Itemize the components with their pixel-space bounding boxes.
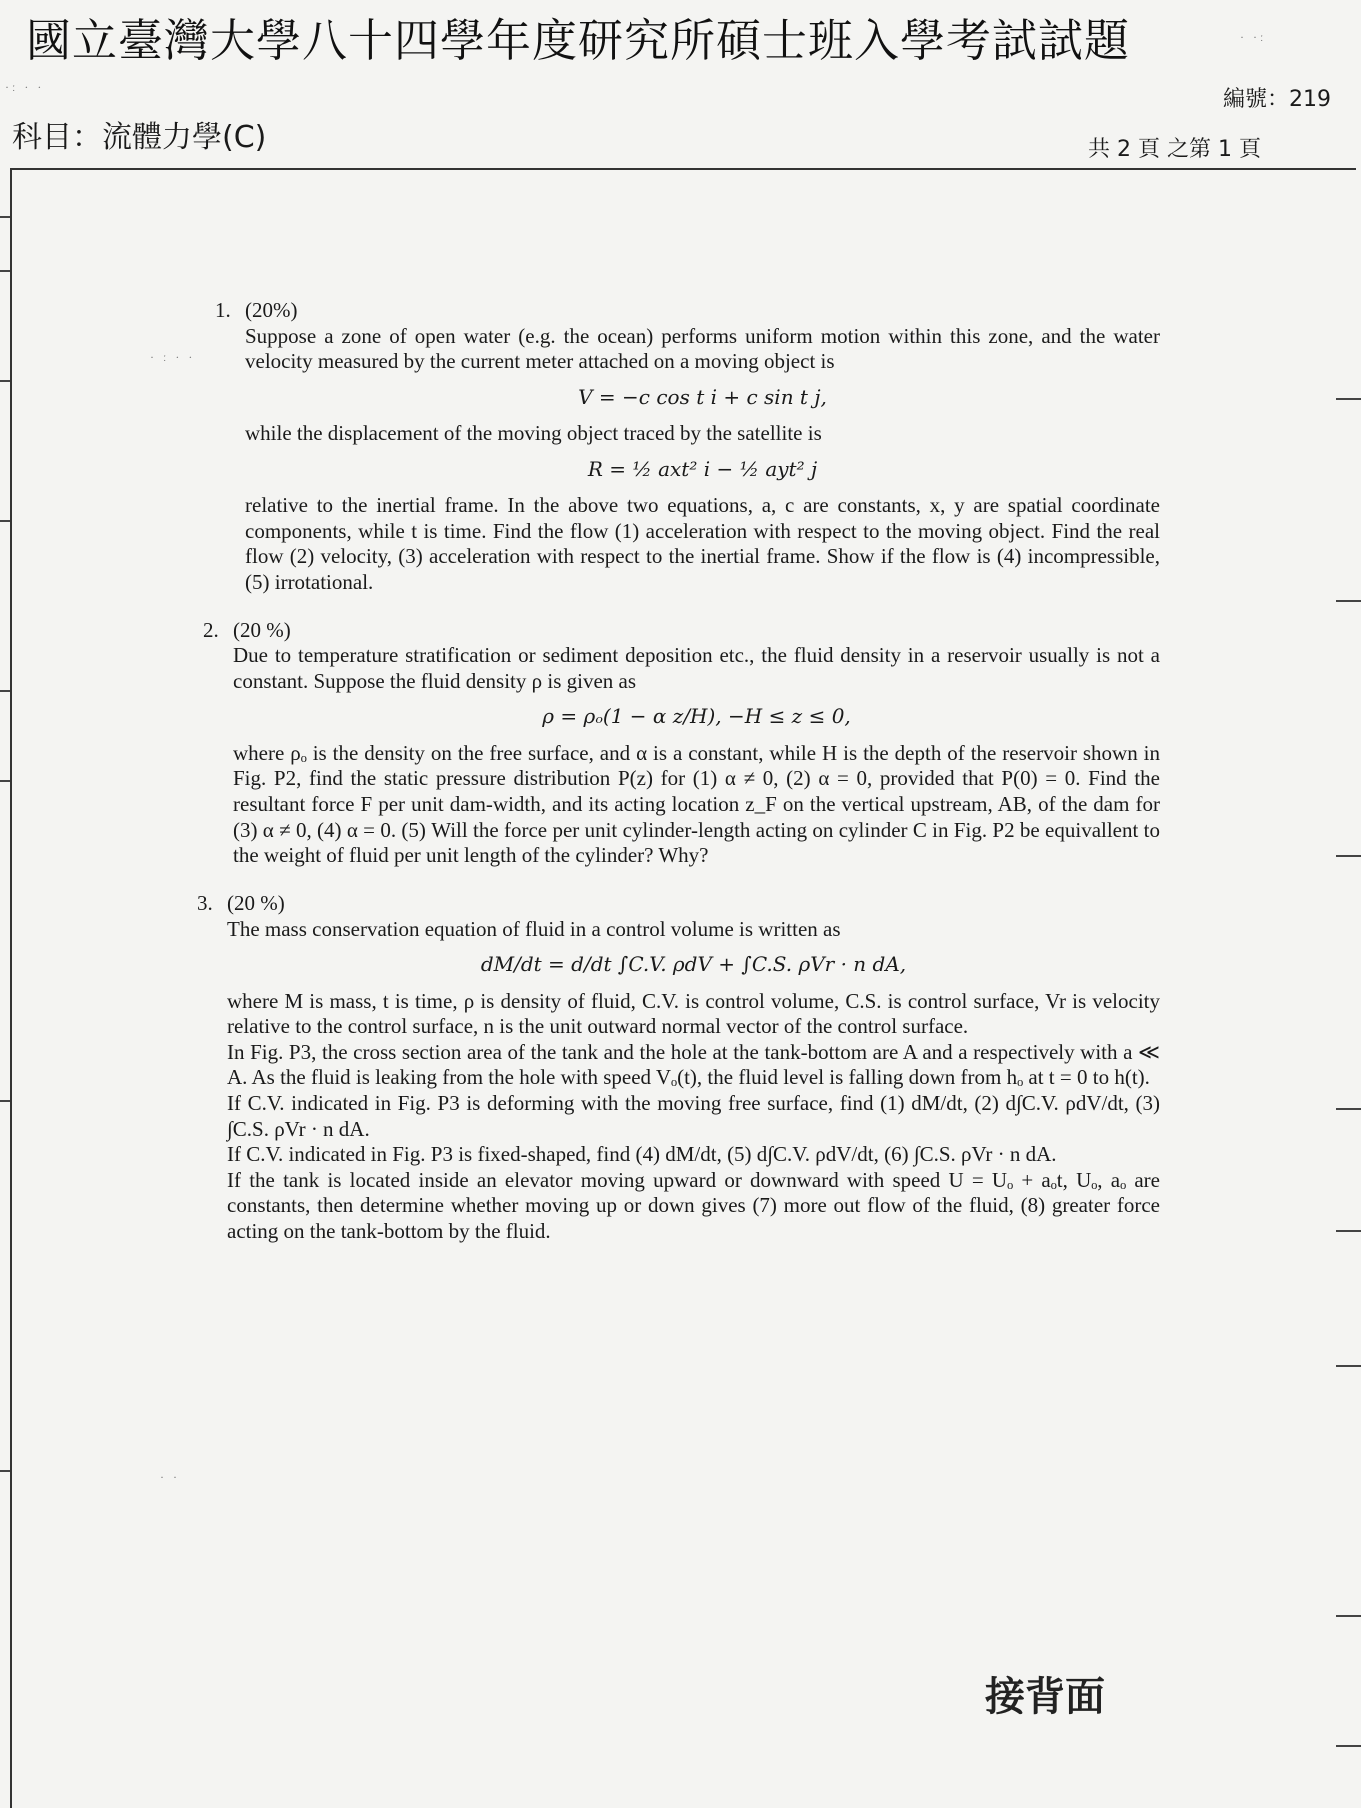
displacement-equation: R = ½ axt² i − ½ ayt² j (587, 456, 818, 481)
margin-tick (0, 270, 10, 272)
problem-2 (203, 617, 1160, 869)
continue-on-back-note: 接背面 (985, 1673, 1105, 1720)
problem-text: Due to temperature stratification or sediment deposition etc., the fluid density in a reservoir usually is not a constant. Suppose the fluid density ρ is given as (233, 643, 1160, 693)
problem-text: In Fig. P3, the cross section area of the tank and the hole at the tank-bottom are A and a respectively with a ≪ A. As the fluid is leaking from the hole with speed Vₒ(t), the fluid level is falling down from hₒ at t = 0 to h(t). (227, 1039, 1160, 1090)
margin-tick (1336, 398, 1361, 400)
problem-text: while the displacement of the moving object traced by the satellite is (245, 421, 822, 446)
problem-text: If C.V. indicated in Fig. P3 is fixed-shaped, find (4) dM/dt, (5) d∫C.V. ρdV/dt, (6) ∫C.S. ρVr · n dA. (227, 1142, 1057, 1167)
margin-tick (1336, 1230, 1361, 1232)
problem-text: where ρₒ is the density on the free surface, and α is a constant, while H is the depth of the reservoir shown in Fig. P2, find the static pressure distribution P(z) for (1) α ≠ 0, (2) α = 0, provided that P(0) = 0. Find the resultant force F per unit dam-width, and its acting location z_F on the vertical upstream, AB, of the dam for (3) α ≠ 0, (4) α = 0. (5) Will the force per unit cylinder-length acting on cylinder C in Fig. P2 be equivallent to the weight of fluid per unit length of the cylinder? Why? (233, 740, 1160, 868)
problem-score: (20%) (245, 298, 298, 322)
problem-header (203, 617, 1160, 644)
exam-title: 國立臺灣大學八十四學年度研究所碩士班入學考試試題 (26, 14, 1131, 67)
margin-tick (0, 520, 10, 522)
margin-tick (1336, 1615, 1361, 1617)
problem-score: (20 %) (227, 890, 285, 915)
margin-tick (0, 1470, 10, 1472)
margin-tick (1336, 1745, 1361, 1747)
problem-number: 1. (215, 298, 231, 322)
problem-text: The mass conservation equation of fluid in a control volume is written as (227, 916, 841, 941)
margin-tick (1336, 1365, 1361, 1367)
problem-3 (197, 890, 1160, 1245)
problem-score: (20 %) (233, 617, 291, 642)
problem-text: relative to the inertial frame. In the above two equations, a, c are constants, x, y are spatial coordinate components, while t is time. Find the flow (1) acceleration with respect to the moving object. Find the real flow (2) velocity, (3) acceleration with respect to the inertial frame. Show if the flow is (4) incompressible, (5) irrotational. (245, 493, 1160, 595)
velocity-equation: V = −c cos t i + c sin t j, (578, 384, 827, 409)
subject-label: 科目：流體力學(C) (12, 120, 267, 155)
margin-tick (1336, 855, 1361, 857)
density-equation: ρ = ρₒ(1 − α z/H), −H ≤ z ≤ 0, (542, 704, 851, 729)
margin-tick (0, 690, 10, 692)
exam-number: 編號：219 (1223, 87, 1331, 112)
scan-noise: ·ː · · (5, 80, 45, 94)
exam-content (197, 298, 1160, 1267)
problem-1 (215, 298, 1160, 596)
problem-text: where M is mass, t is time, ρ is density of fluid, C.V. is control volume, C.S. is control surface, Vr is velocity relative to the control surface, n is the unit outward normal vector of the control surface. (227, 988, 1160, 1039)
problem-header (215, 298, 1160, 324)
scan-noise: · ·ː (1240, 30, 1267, 44)
problem-number: 2. (203, 617, 219, 642)
margin-tick (0, 780, 10, 782)
margin-tick (0, 380, 10, 382)
margin-tick (1336, 600, 1361, 602)
scan-noise: · · (160, 1470, 180, 1484)
mass-conservation-equation: dM/dt = d/dt ∫C.V. ρdV + ∫C.S. ρVr · n dA, (480, 952, 907, 977)
margin-tick (0, 1100, 10, 1102)
margin-tick (1336, 1108, 1361, 1110)
margin-tick (0, 216, 10, 218)
page-info: 共 2 頁 之第 1 頁 (1088, 137, 1261, 162)
problem-header (197, 890, 1160, 917)
problem-text: Suppose a zone of open water (e.g. the ocean) performs uniform motion within this zone, and the water velocity measured by the current meter attached on a moving object is (245, 323, 1160, 374)
problem-text: If C.V. indicated in Fig. P3 is deforming with the moving free surface, find (1) dM/dt, (2) d∫C.V. ρdV/dt, (3) ∫C.S. ρVr · n dA. (227, 1090, 1160, 1141)
problem-text: If the tank is located inside an elevator moving upward or downward with speed U = Uₒ + aₒt, Uₒ, aₒ are constants, then determine whether moving up or down gives (7) more out flow of the fluid, (8) greater force acting on the tank-bottom by the fluid. (227, 1167, 1160, 1244)
problem-number: 3. (197, 890, 213, 915)
scan-noise: · ː · · (150, 350, 196, 364)
